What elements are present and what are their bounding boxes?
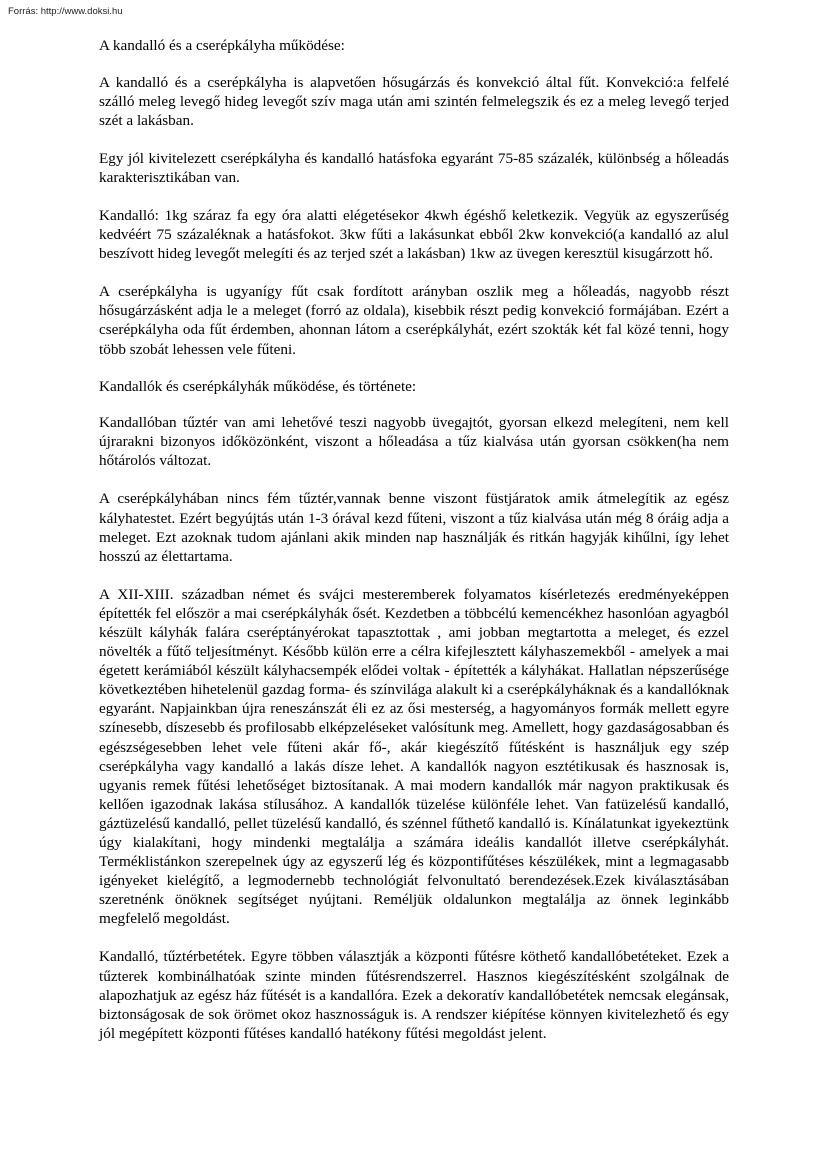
paragraph-inserts: Kandalló, tűztérbetétek. Egyre többen választják a központi fűtésre köthető kandallóbetéteket. Ezek a tűzterek kombinálhatóak szinte minden fűtésrendszerrel. Hasznos kiegészítésként szolgálnak de alapozhatjuk az egész ház fűtését is a kandallóra. Ezek a dekoratív kandallóbetétek nemcsak elegánsak, biztonságosak de sok örömet okoz hasznosságuk is. A rendszer kiépítése könnyen kivitelezhető és egy jól megépített központi fűtéses kandalló hatékony fűtési megoldást jelent. xyxy=(99,948,729,1042)
source-label: Forrás: http://www.doksi.hu xyxy=(8,6,123,17)
document-page xyxy=(99,37,729,1062)
paragraph-fireplace-calc: Kandalló: 1kg száraz fa egy óra alatti elégetésekor 4kwh égéshő keletkezik. Vegyük az egyszerűség kedvéért 75 százaléknak a hatásfokot. 3kw fűti a lakásunkat ebből 2kw konvekció(a kandalló az alul beszívott hideg levegőt melegíti és az terjed szét a lakásban) 1kw az üvegen keresztül kisugárzott hő. xyxy=(99,206,729,263)
paragraph-firebox: Kandallóban tűztér van ami lehetővé teszi nagyobb üvegajtót, gyorsan elkezd melegíteni, nem kell újrarakni bizonyos időközönként, viszont a hőleadása a tűz kialvása után gyorsan csökken(ha nem hőtárolós változat. xyxy=(99,414,729,470)
paragraph-efficiency: Egy jól kivitelezett cserépkályha és kandalló hatásfoka egyaránt 75-85 százalék, különbség a hőleadás karakterisztikában van. xyxy=(99,149,729,186)
section-heading-operation: A kandalló és a cserépkályha működése: xyxy=(99,37,345,54)
paragraph-tiled-stove: A cserépkályha is ugyanígy fűt csak fordított arányban oszlik meg a hőleadás, nagyobb részt hősugárzásként adja le a meleget (forró az oldala), kisebbik részt pedig konvekció formájában. Ezért a cserépkályha oda fűt érdemben, ahonnan látom a cserépkályhát, ezért szokták két fal közé tenni, hogy több szobát lehessen vele fűteni. xyxy=(99,283,729,358)
paragraph-flues: A cserépkályhában nincs fém tűztér,vannak benne viszont füstjáratok amik átmelegítik az egész kályhatestet. Ezért begyújtás után 1-3 órával kezd fűteni, viszont a tűz kialvása után még 8 óráig adja a meleget. Ezt azoknak tudom ajánlani akik minden nap használják és ritkán hagyják kihűlni, így lehet hosszú az élettartama. xyxy=(99,490,729,565)
paragraph-history: A XII-XIII. században német és svájci mesteremberek folyamatos kísérletezés eredményeképpen építették fel először a mai cserépkályhák ősét. Kezdetben a többcélú kemencékhez hasonlóan agyagból készült kályhák falára cseréptányérokat tapasztottak , ami jobban megtartotta a meleget, és ezzel növelték a fűtő teljesítményt. Később külön erre a célra kifejlesztett kályhaszemekből - amelyek a mai égetett kerámiából készült kályhacsempék elődei voltak - építették a kályhákat. Hallatlan népszerűsége következtében hihetelenül gazdag forma- és színvilága alakult ki a cserépkályháknak és a kandallóknak egyaránt. Napjainkban újra reneszánszát éli ez az ősi mesterség, a hagyományos formák mellett egyre színesebb, díszesebb és profilosabb elképzeléseket valósítunk meg. Amellett, hogy gazdaságosabban és egészségesebben lehet vele fűteni akár fő-, akár kiegészítő fűtésként is használjuk egy szép cserépkályha vagy kandalló a lakás dísze lehet. A kandallók nagyon esztétikusak és hasznosak is, ugyanis remek fűtési lehetőséget biztosítanak. A mai modern kandallók már nagyon praktikusak és kellően igazodnak lakása stílusához. A kandallók tüzelése különféle lehet. Van fatüzelésű kandalló, gáztüzelésű kandalló, pellet tüzelésű kandalló, és szénnel fűthető kandalló is. Kínálatunkat igyekeztünk úgy kialakítani, hogy mindenki megtalálja a számára ideális kandallót illetve cserépkályhát. Terméklistánkon szerepelnek úgy az egyszerű lég és központifűtéses készülékek, mint a legmagasabb igényeket kielégítő, a legmodernebb technológiát felvonultató berendezések.Ezek kiválasztásában szeretnénk önöknek segítséget nyújtani. Reméljük oldalunkon megtalálja az önnek leginkább megfelelő megoldást. xyxy=(99,585,729,928)
section-heading-history: Kandallók és cserépkályhák működése, és története: xyxy=(99,377,417,395)
paragraph-intro: A kandalló és a cserépkályha is alapvetően hősugárzás és konvekció által fűt. Konvekció:a felfelé szálló meleg levegő hideg levegőt szív maga után ami szintén felmelegszik és ez a meleg levegő terjed szét a lakásban. xyxy=(99,73,729,129)
